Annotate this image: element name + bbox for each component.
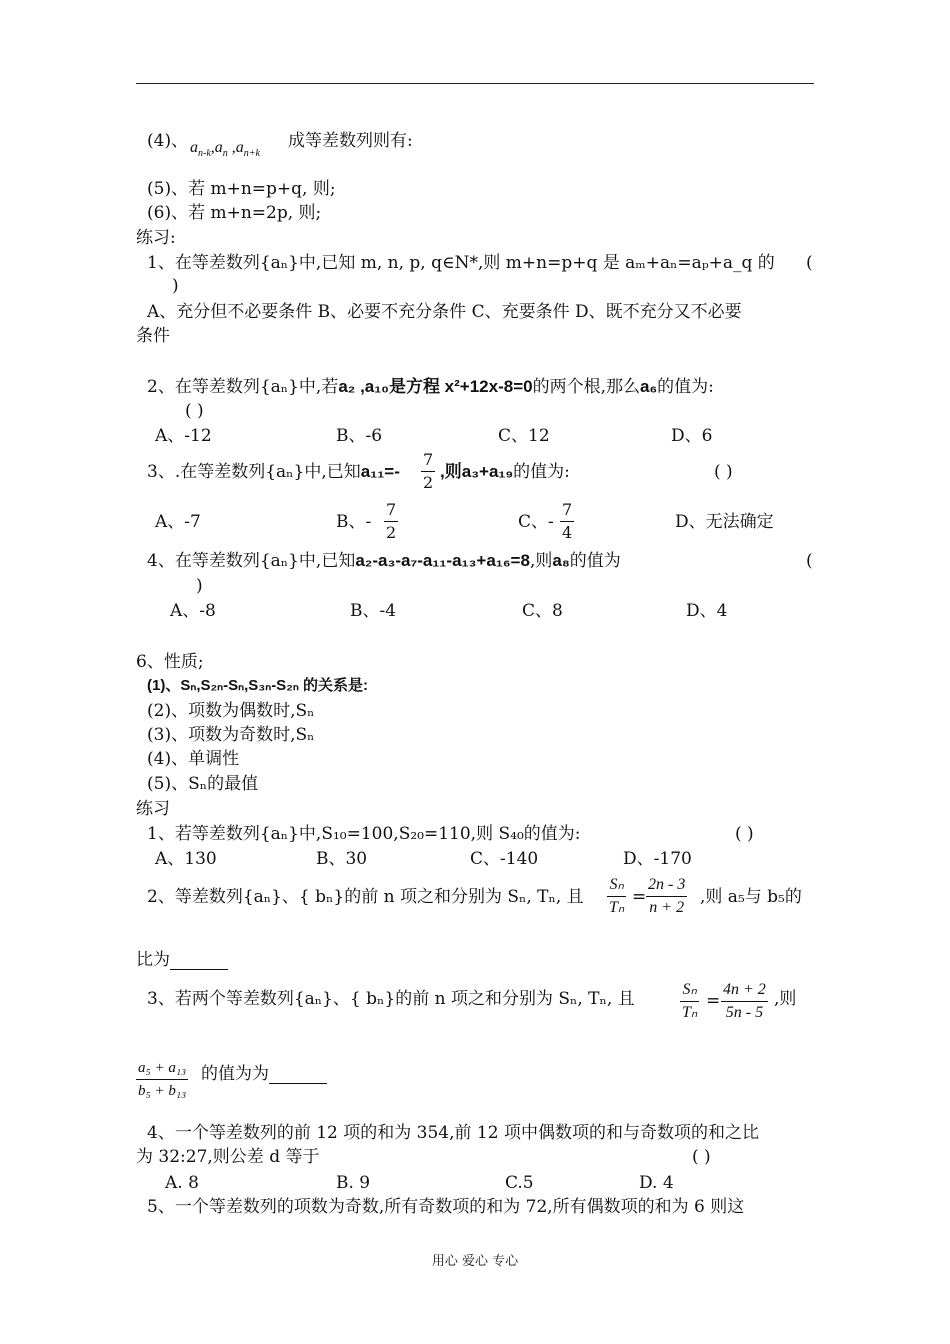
p1-q2-option-a: A、-12	[155, 426, 212, 446]
p2-q1-option-d: D、-170	[623, 849, 692, 869]
p1-q1-paren-open: (	[806, 253, 813, 273]
section-6-heading: 6、性质;	[136, 652, 204, 672]
p1-q1-text: 1、在等差数列{aₙ}中,已知 m, n, p, q∈N*,则 m+n=p+q 是 aₘ+aₙ=aₚ+a_q 的	[147, 253, 775, 273]
p2-q1-option-a: A、130	[155, 849, 217, 869]
practice-2-heading: 练习	[136, 799, 170, 819]
p2-q1-option-b: B、30	[316, 849, 368, 869]
p1-q1-options-cont: 条件	[136, 326, 170, 346]
prop-6: (6)、若 m+n=2p, 则;	[147, 203, 322, 223]
p2-q3-answer: 的值为为	[201, 1064, 327, 1084]
p2-q2-fraction-ratio: Sₙ Tₙ	[609, 876, 625, 916]
p2-q2-text-b: ,则 a₅与 b₅的	[700, 887, 802, 907]
p2-q5-line1: 5、一个等差数列的项数为奇数,所有奇数项的和为 72,所有偶数项的和为 6 则这	[147, 1197, 745, 1217]
p1-q3-text-a: 3、.在等差数列{aₙ}中,已知a₁₁=-	[147, 462, 400, 482]
answer-blank[interactable]	[269, 1067, 327, 1084]
p2-q2-answer: 比为	[136, 950, 228, 970]
p2-q4-option-c: C.5	[505, 1173, 534, 1193]
p1-q4-option-c: C、8	[522, 601, 563, 621]
header-rule	[136, 83, 814, 84]
prop-4-text: 成等差数列则有:	[288, 131, 413, 151]
p1-q3-option-d: D、无法确定	[675, 512, 774, 532]
p1-q2-paren: ( )	[185, 401, 204, 421]
section-6-prop-3: (3)、项数为奇数时,Sₙ	[147, 725, 315, 745]
p1-q4-option-a: A、-8	[170, 601, 216, 621]
p2-q3-text-b: ,则	[774, 989, 797, 1009]
p1-q4-option-d: D、4	[686, 601, 728, 621]
p2-q4-paren: ( )	[692, 1147, 711, 1167]
p1-q4-paren-open: (	[806, 551, 813, 571]
p1-q2-text: 2、在等差数列{aₙ}中,若a₂ ,a₁₀是方程 x²+12x-8=0的两个根,那么a₆的值为:	[147, 377, 714, 397]
section-6-prop-4: (4)、单调性	[147, 749, 240, 769]
p1-q3-option-c: C、-	[518, 512, 554, 532]
section-6-prop-1: (1)、Sₙ,S₂ₙ-Sₙ,S₃ₙ-S₂ₙ 的关系是:	[147, 677, 368, 694]
p2-q3-equals: =	[706, 991, 721, 1011]
p1-q4-option-b: B、-4	[350, 601, 397, 621]
p2-q4-option-d: D. 4	[639, 1173, 674, 1193]
p2-q2-equals: =	[632, 887, 647, 907]
p1-q3-fraction: 7 2	[423, 450, 434, 492]
prop-4-terms: $a_{n-k},a_n$ $,a_{n+k}$	[190, 139, 260, 159]
p1-q4-paren-close: )	[196, 576, 203, 596]
p1-q3-option-a: A、-7	[155, 512, 201, 532]
p2-q1-option-c: C、-140	[470, 849, 539, 869]
p2-q1-paren: ( )	[735, 824, 754, 844]
p2-q1-text: 1、若等差数列{aₙ}中,S₁₀=100,S₂₀=110,则 S₄₀的值为:	[147, 824, 581, 844]
p2-q4-line2: 为 32:27,则公差 d 等于	[136, 1147, 320, 1167]
p2-q3-fraction-expr: 4n + 2 5n - 5	[723, 981, 766, 1021]
answer-blank[interactable]	[170, 953, 228, 970]
p1-q1-options: A、充分但不必要条件 B、必要不充分条件 C、充要条件 D、既不充分又不必要	[147, 302, 742, 322]
p2-q3-fraction-ratio: Sₙ Tₙ	[682, 981, 698, 1021]
p1-q2-option-c: C、12	[498, 426, 550, 446]
p2-q4-option-a: A. 8	[165, 1173, 199, 1193]
p1-q3-option-c-fraction: 7 4	[562, 500, 573, 542]
p1-q3-option-b-fraction: 7 2	[386, 500, 397, 542]
p2-q2-text: 2、等差数列{aₙ}、{ bₙ}的前 n 项之和分别为 Sₙ, Tₙ, 且	[147, 887, 584, 907]
p1-q4-text: 4、在等差数列{aₙ}中,已知a₂-a₃-a₇-a₁₁-a₁₃+a₁₆=8,则a₈的值为	[147, 551, 621, 571]
section-6-prop-5: (5)、Sₙ的最值	[147, 774, 259, 794]
p1-q3-option-b: B、-	[336, 512, 372, 532]
p1-q2-option-d: D、6	[671, 426, 713, 446]
p2-q4-line1: 4、一个等差数列的前 12 项的和为 354,前 12 项中偶数项的和与奇数项的和之比	[147, 1123, 759, 1143]
p1-q3-paren: ( )	[714, 462, 733, 482]
p2-q3-fraction-sum: a₅ + a₁₃ b₅ + b₁₃	[138, 1060, 187, 1099]
p1-q1-paren-close: )	[172, 276, 179, 296]
p2-q4-option-b: B. 9	[336, 1173, 371, 1193]
prop-4-label: (4)、	[147, 131, 189, 151]
prop-5: (5)、若 m+n=p+q, 则;	[147, 179, 336, 199]
page-footer: 用心 爱心 专心	[431, 1254, 519, 1269]
p1-q2-option-b: B、-6	[336, 426, 383, 446]
p2-q2-fraction-expr: 2n - 3 n + 2	[648, 876, 686, 916]
section-6-prop-2: (2)、项数为偶数时,Sₙ	[147, 701, 315, 721]
p1-q3-text-b: ,则a₃+a₁₉的值为:	[440, 462, 570, 482]
practice-heading: 练习:	[136, 228, 176, 248]
p2-q3-text: 3、若两个等差数列{aₙ}、{ bₙ}的前 n 项之和分别为 Sₙ, Tₙ, 且	[147, 989, 635, 1009]
